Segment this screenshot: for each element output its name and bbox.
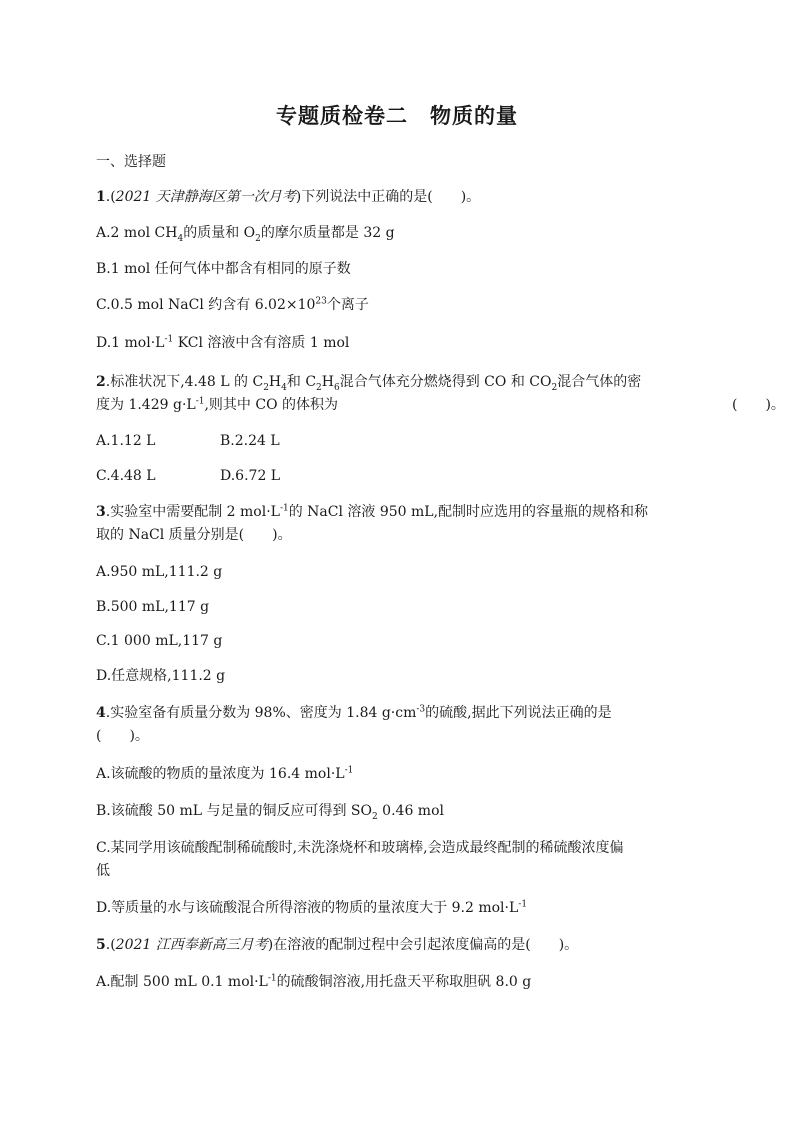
question-3-option-b: B.500 mL,117 g: [96, 599, 210, 615]
question-4-option-c-line1: C.某同学用该硫酸配制稀硫酸时,未洗涤烧杯和玻璃棒,会造成最终配制的稀硫酸浓度偏: [96, 840, 624, 856]
question-3-stem-line1: 3.实验室中需要配制 2 $mol\cdot L^{-1}$的 NaCl 溶液 950 mL,配制时应选用的容量瓶的规格和称: [96, 503, 649, 520]
question-5-option-a: A.配制 500 mL 0.1 $mol\cdot L^{-1}$的硫酸铜溶液,用托盘天平称取胆矾 8.0 g: [96, 973, 532, 990]
question-1-option-c: C.0.5 mol NaCl 约含有 $6.02\times 10^{23}$个离子: [96, 296, 369, 313]
answer-bracket: ( )。: [732, 397, 785, 413]
question-4-option-c-line2: 低: [96, 863, 110, 879]
question-1-option-b: B.1 mol 任何气体中都含有相同的原子数: [96, 261, 351, 277]
question-1-stem: 1.(2021 天津静海区第一次月考)下列说法中正确的是( )。: [96, 189, 481, 205]
question-3-option-c: C.1 000 mL,117 g: [96, 633, 223, 649]
question-4-option-a: A.该硫酸的物质的量浓度为 16.4 $mol\cdot L^{-1}$: [96, 765, 354, 782]
question-4-option-b: B.该硫酸 50 mL 与足量的铜反应可得到 $SO_2$ 0.46 mol: [96, 803, 444, 822]
question-2-stem-line1: 2.标准状况下,4.48 L 的 $C_2H_4$和 $C_2H_6$混合气体充分燃烧得到 CO 和 $CO_2$混合气体的密: [96, 374, 642, 393]
question-2-options-row2: C.4.48 L D.6.72 L: [96, 468, 281, 484]
question-1-option-d: D.1 $mol\cdot L^{-1}$ KCl 溶液中含有溶质 1 mol: [96, 334, 350, 351]
question-4-stem-line2: ( )。: [96, 728, 149, 744]
page-title: 专题质检卷二 物质的量: [276, 104, 518, 128]
section-heading: 一、选择题: [96, 154, 166, 170]
question-3-option-a: A.950 mL,111.2 g: [96, 564, 223, 580]
question-3-stem-line2: 取的 NaCl 质量分别是( )。: [96, 527, 292, 543]
question-2-options-row1: A.1.12 L B.2.24 L: [96, 433, 280, 449]
question-1-option-a: A.2 mol $CH_4$的质量和 $O_2$的摩尔质量都是 32 g: [96, 225, 395, 244]
question-4-stem-line1: 4.实验室备有质量分数为 98%、密度为 1.84 $g\cdot cm^{-3}$的硫酸,据此下列说法正确的是: [96, 704, 612, 721]
question-4-option-d: D.等质量的水与该硫酸混合所得溶液的物质的量浓度大于 9.2 $mol\cdot L^{-1}$: [96, 899, 528, 916]
question-2-stem-line2: 度为 1.429 $g\cdot L^{-1}$,则其中 CO 的体积为 ( )。: [96, 396, 785, 413]
question-3-option-d: D.任意规格,111.2 g: [96, 668, 226, 684]
question-5-stem: 5.(2021 江西奉新高三月考)在溶液的配制过程中会引起浓度偏高的是( )。: [96, 937, 579, 953]
